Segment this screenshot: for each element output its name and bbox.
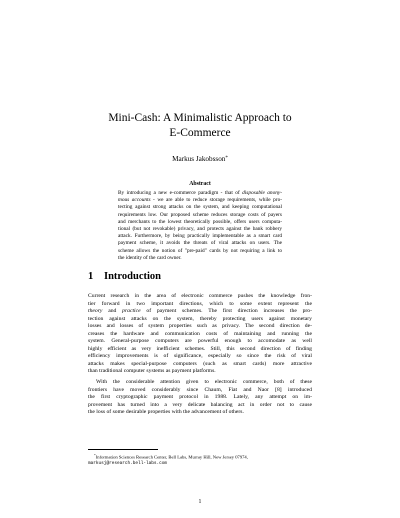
footnote-rule xyxy=(88,449,158,450)
section-title: Introduction xyxy=(104,271,161,282)
abstract-line: tional (but not revokable) privacy, and protects against the bank robbery xyxy=(118,225,282,232)
paragraph-line: the first cryptographic payment protocol in 1988. Lately, any attempt on im- xyxy=(88,394,312,401)
paragraph-line: system. General-purpose computers are powerful enough to accomodate as well xyxy=(88,338,312,345)
abstract-line: payment scheme, it avoids the threats of viral attacks on users. The xyxy=(118,240,282,247)
footnote-mark: * xyxy=(94,453,96,457)
paragraph-line: than traditional computer systems as payment platforms. xyxy=(88,368,216,375)
abstract-line: By introducing a new e-commerce paradigm - that of disposable anony- xyxy=(118,190,282,196)
paragraph-line: theory and practice of payment schemes. The first direction increases the pro- xyxy=(88,308,312,315)
paper-title xyxy=(0,111,400,141)
abstract-heading: Abstract xyxy=(189,181,211,187)
footnote-text xyxy=(88,452,312,461)
author-name xyxy=(0,155,400,163)
paragraph-line: the loss of some desirable properties with the advancement of others. xyxy=(88,409,244,416)
paragraph-line: frontiers have moved considerably since Chaum, Fiat and Naor [8] introduced xyxy=(88,386,312,393)
paragraph-line: provement has turned into a very delicate balancing act in order not to cause xyxy=(88,401,312,408)
abstract-line: attack. Furthermore, by being practically implementable as a smart card xyxy=(118,233,282,240)
paragraph-line: tection against attacks on the system, thereby protecting users against monetary xyxy=(88,315,312,322)
paragraph-line: tier forward in two important directions, which to some extent represent the xyxy=(88,300,312,307)
abstract-line: and merchants to the lowest theoretically possible, offers users computa- xyxy=(118,218,282,225)
title-line-1: Mini-Cash: A Minimalistic Approach to xyxy=(108,112,292,124)
page-number: 1 xyxy=(198,499,202,505)
abstract-line: the identity of the card owner. xyxy=(118,254,182,261)
paragraph-line: efficiency improvements is of significance, especially so since the risk of viral xyxy=(88,353,312,360)
abstract-line: tecting against strong attacks on the system, and keeping computational xyxy=(118,204,282,211)
author-footnote-mark: * xyxy=(225,156,228,161)
title-line-2: E-Commerce xyxy=(169,127,231,139)
abstract-line: mous accounts - we are able to reduce storage requirements, while pro- xyxy=(118,197,282,204)
footnote-affiliation: Information Sciences Research Center, Bell Labs, Murray Hill, New Jersey 07974, xyxy=(95,454,248,460)
section-heading xyxy=(88,271,161,282)
footnote-email[interactable]: markusj@research.bell-labs.com xyxy=(88,460,168,466)
footnote xyxy=(88,452,312,467)
paragraph-line: creases the hardware and communication costs of maintaining and running the xyxy=(88,330,312,337)
author-text: Markus Jakobsson xyxy=(172,155,226,163)
abstract-body xyxy=(118,190,282,262)
paragraph-line: highly efficient as very inefficient schemes. Still, this second direction of finding xyxy=(88,345,312,352)
paragraph-line: losses and losses of system properties such as privacy. The second direction de- xyxy=(88,323,312,330)
introduction-body xyxy=(88,293,312,417)
paragraph-line: attacks makes special-purpose computers (such as smart cards) more attractive xyxy=(88,360,312,367)
abstract-line: scheme allows the notion of "pre-paid" cards by not requiring a link to xyxy=(118,247,282,254)
abstract-line: requirements low. Our proposed scheme reduces storage costs of payers xyxy=(118,211,282,218)
section-number: 1 xyxy=(88,271,94,282)
paragraph-line: Current research in the area of electronic commerce pushes the knowledge fron- xyxy=(88,293,312,299)
paragraph-line: With the considerable attention given to electronic commerce, both of these xyxy=(96,379,312,386)
